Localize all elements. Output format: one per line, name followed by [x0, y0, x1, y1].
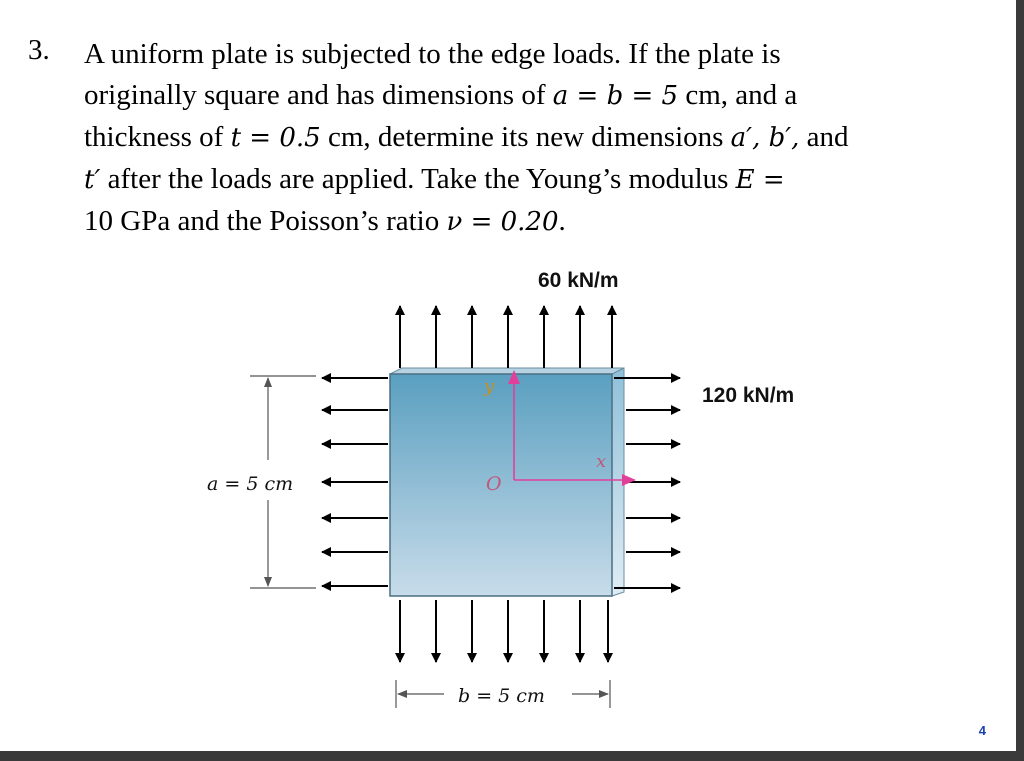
plate [390, 368, 624, 596]
top-load-arrows [400, 306, 612, 368]
math-expression: E = [735, 165, 785, 195]
text-span: . [558, 205, 566, 237]
text-span: 10 GPa and the Poisson’s ratio [84, 205, 447, 237]
dimension-b-label: b = 5 cm [458, 685, 545, 707]
text-span: thickness of [84, 121, 231, 153]
bottom-load-arrows [400, 600, 608, 662]
text-span: A uniform plate is subjected to the edge loads. If the plate is [84, 38, 781, 70]
text-span: originally square and has dimensions of [84, 79, 553, 111]
y-axis-label: y [484, 376, 495, 397]
math-expression: a = b = 5 [552, 81, 679, 111]
math-expression: ν = 0.20 [446, 207, 559, 237]
text-span: cm, and a [678, 79, 798, 111]
text-span: cm, determine its new dimensions [320, 121, 731, 153]
math-expression: t = 0.5 [230, 123, 321, 153]
text-span: after the loads are applied. Take the Young’s modulus [100, 163, 736, 195]
left-load-arrows [322, 378, 388, 586]
top-load-label: 60 kN/m [538, 269, 619, 292]
page-number: 4 [978, 723, 986, 738]
x-axis-label: x [596, 451, 607, 472]
math-expression: t′ [84, 165, 101, 195]
origin-label: O [486, 473, 502, 495]
dimension-a-label: a = 5 cm [207, 473, 294, 495]
side-load-label: 120 kN/m [702, 384, 795, 407]
text-span: and [799, 121, 849, 153]
problem-number: 3. [28, 34, 50, 66]
math-expression: a′, b′, [730, 123, 800, 153]
